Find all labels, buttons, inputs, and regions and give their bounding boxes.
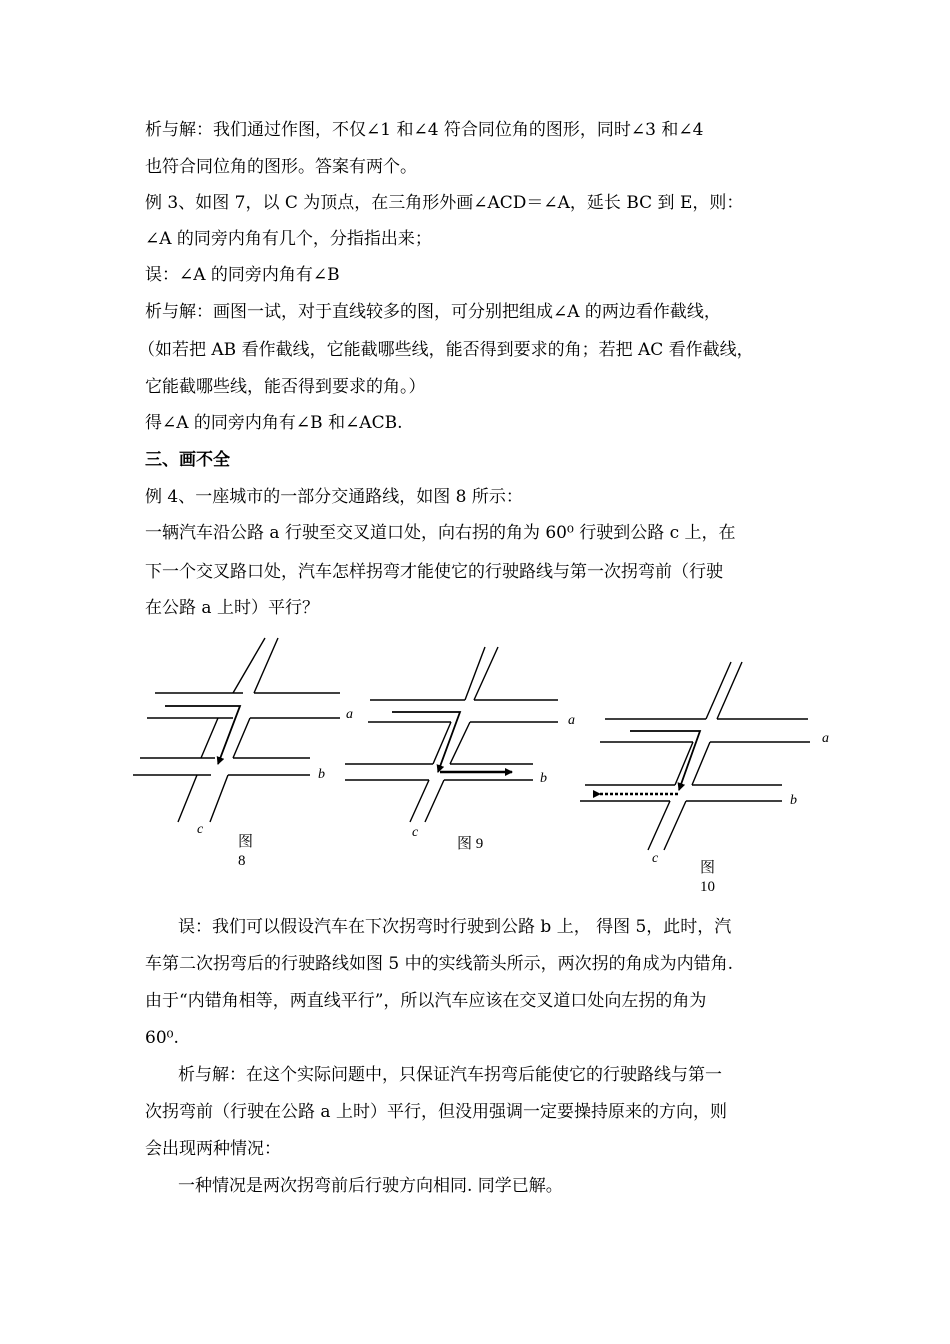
text-line: 60⁰. xyxy=(145,1028,179,1048)
text-line: 析与解：我们通过作图，不仅∠1 和∠4 符合同位角的图形，同时∠3 和∠4 xyxy=(145,120,704,140)
text-line: 一种情况是两次拐弯前后行驶方向相同. 同学已解。 xyxy=(178,1176,563,1196)
road-a-label: a xyxy=(346,707,353,722)
figure-caption: 8 xyxy=(238,853,246,869)
text-line: 会出现两种情况： xyxy=(145,1139,281,1159)
road-b-label: b xyxy=(790,793,797,808)
text-line: 下一个交叉路口处，汽车怎样拐弯才能使它的行驶路线与第一次拐弯前（行驶 xyxy=(145,562,723,582)
section-heading: 三、画不全 xyxy=(145,450,230,470)
figure-caption: 图 xyxy=(700,860,716,876)
road-b-label: b xyxy=(540,771,547,786)
road-a-label: a xyxy=(568,713,575,728)
figure-10 xyxy=(580,662,810,850)
text-line: 析与解：在这个实际问题中，只保证汽车拐弯后能使它的行驶路线与第一 xyxy=(178,1065,722,1085)
text-line: 次拐弯前（行驶在公路 a 上时）平行，但没用强调一定要操持原来的方向，则 xyxy=(145,1102,727,1122)
figure-8 xyxy=(133,638,340,822)
text-line: 车第二次拐弯后的行驶路线如图 5 中的实线箭头所示，两次拐的角成为内错角. xyxy=(145,954,734,974)
text-line: 一辆汽车沿公路 a 行驶至交叉道口处，向右拐的角为 60⁰ 行驶到公路 c 上，在 xyxy=(145,523,736,543)
road-c-label: c xyxy=(652,851,659,866)
text-line: 在公路 a 上时）平行？ xyxy=(145,598,319,618)
figure-caption: 图 9 xyxy=(457,836,484,852)
text-line: 得∠A 的同旁内角有∠B 和∠ACB. xyxy=(145,413,403,433)
text-line: 误：我们可以假设汽车在下次拐弯时行驶到公路 b 上， 得图 5，此时，汽 xyxy=(178,917,732,937)
text-line: 例 4、一座城市的一部分交通路线，如图 8 所示： xyxy=(145,487,523,507)
figure-caption: 图 xyxy=(238,834,254,850)
text-line: 误：∠A 的同旁内角有∠B xyxy=(145,265,340,285)
text-line: （如若把 AB 看作截线，它能截哪些线，能否得到要求的角；若把 AC 看作截线， xyxy=(138,340,754,360)
figure-caption: 10 xyxy=(700,879,715,895)
text-line: 例 3、如图 7，以 C 为顶点，在三角形外画∠ACD＝∠A，延长 BC 到 E，则： xyxy=(145,193,744,213)
road-c-label: c xyxy=(197,822,204,837)
road-b-label: b xyxy=(318,767,325,782)
road-a-label: a xyxy=(822,731,829,746)
text-line: 也符合同位角的图形。答案有两个。 xyxy=(145,157,417,177)
text-line: 它能截哪些线，能否得到要求的角。） xyxy=(145,377,426,397)
text-line: 由于“内错角相等，两直线平行”，所以汽车应该在交叉道口处向左拐的角为 xyxy=(145,991,707,1011)
figure-9 xyxy=(345,647,558,822)
text-line: 析与解：画图一试，对于直线较多的图，可分别把组成∠A 的两边看作截线， xyxy=(145,302,721,322)
road-c-label: c xyxy=(412,825,419,840)
traffic-figures xyxy=(0,630,950,900)
text-line: ∠A 的同旁内角有几个，分指指出来； xyxy=(145,229,432,249)
